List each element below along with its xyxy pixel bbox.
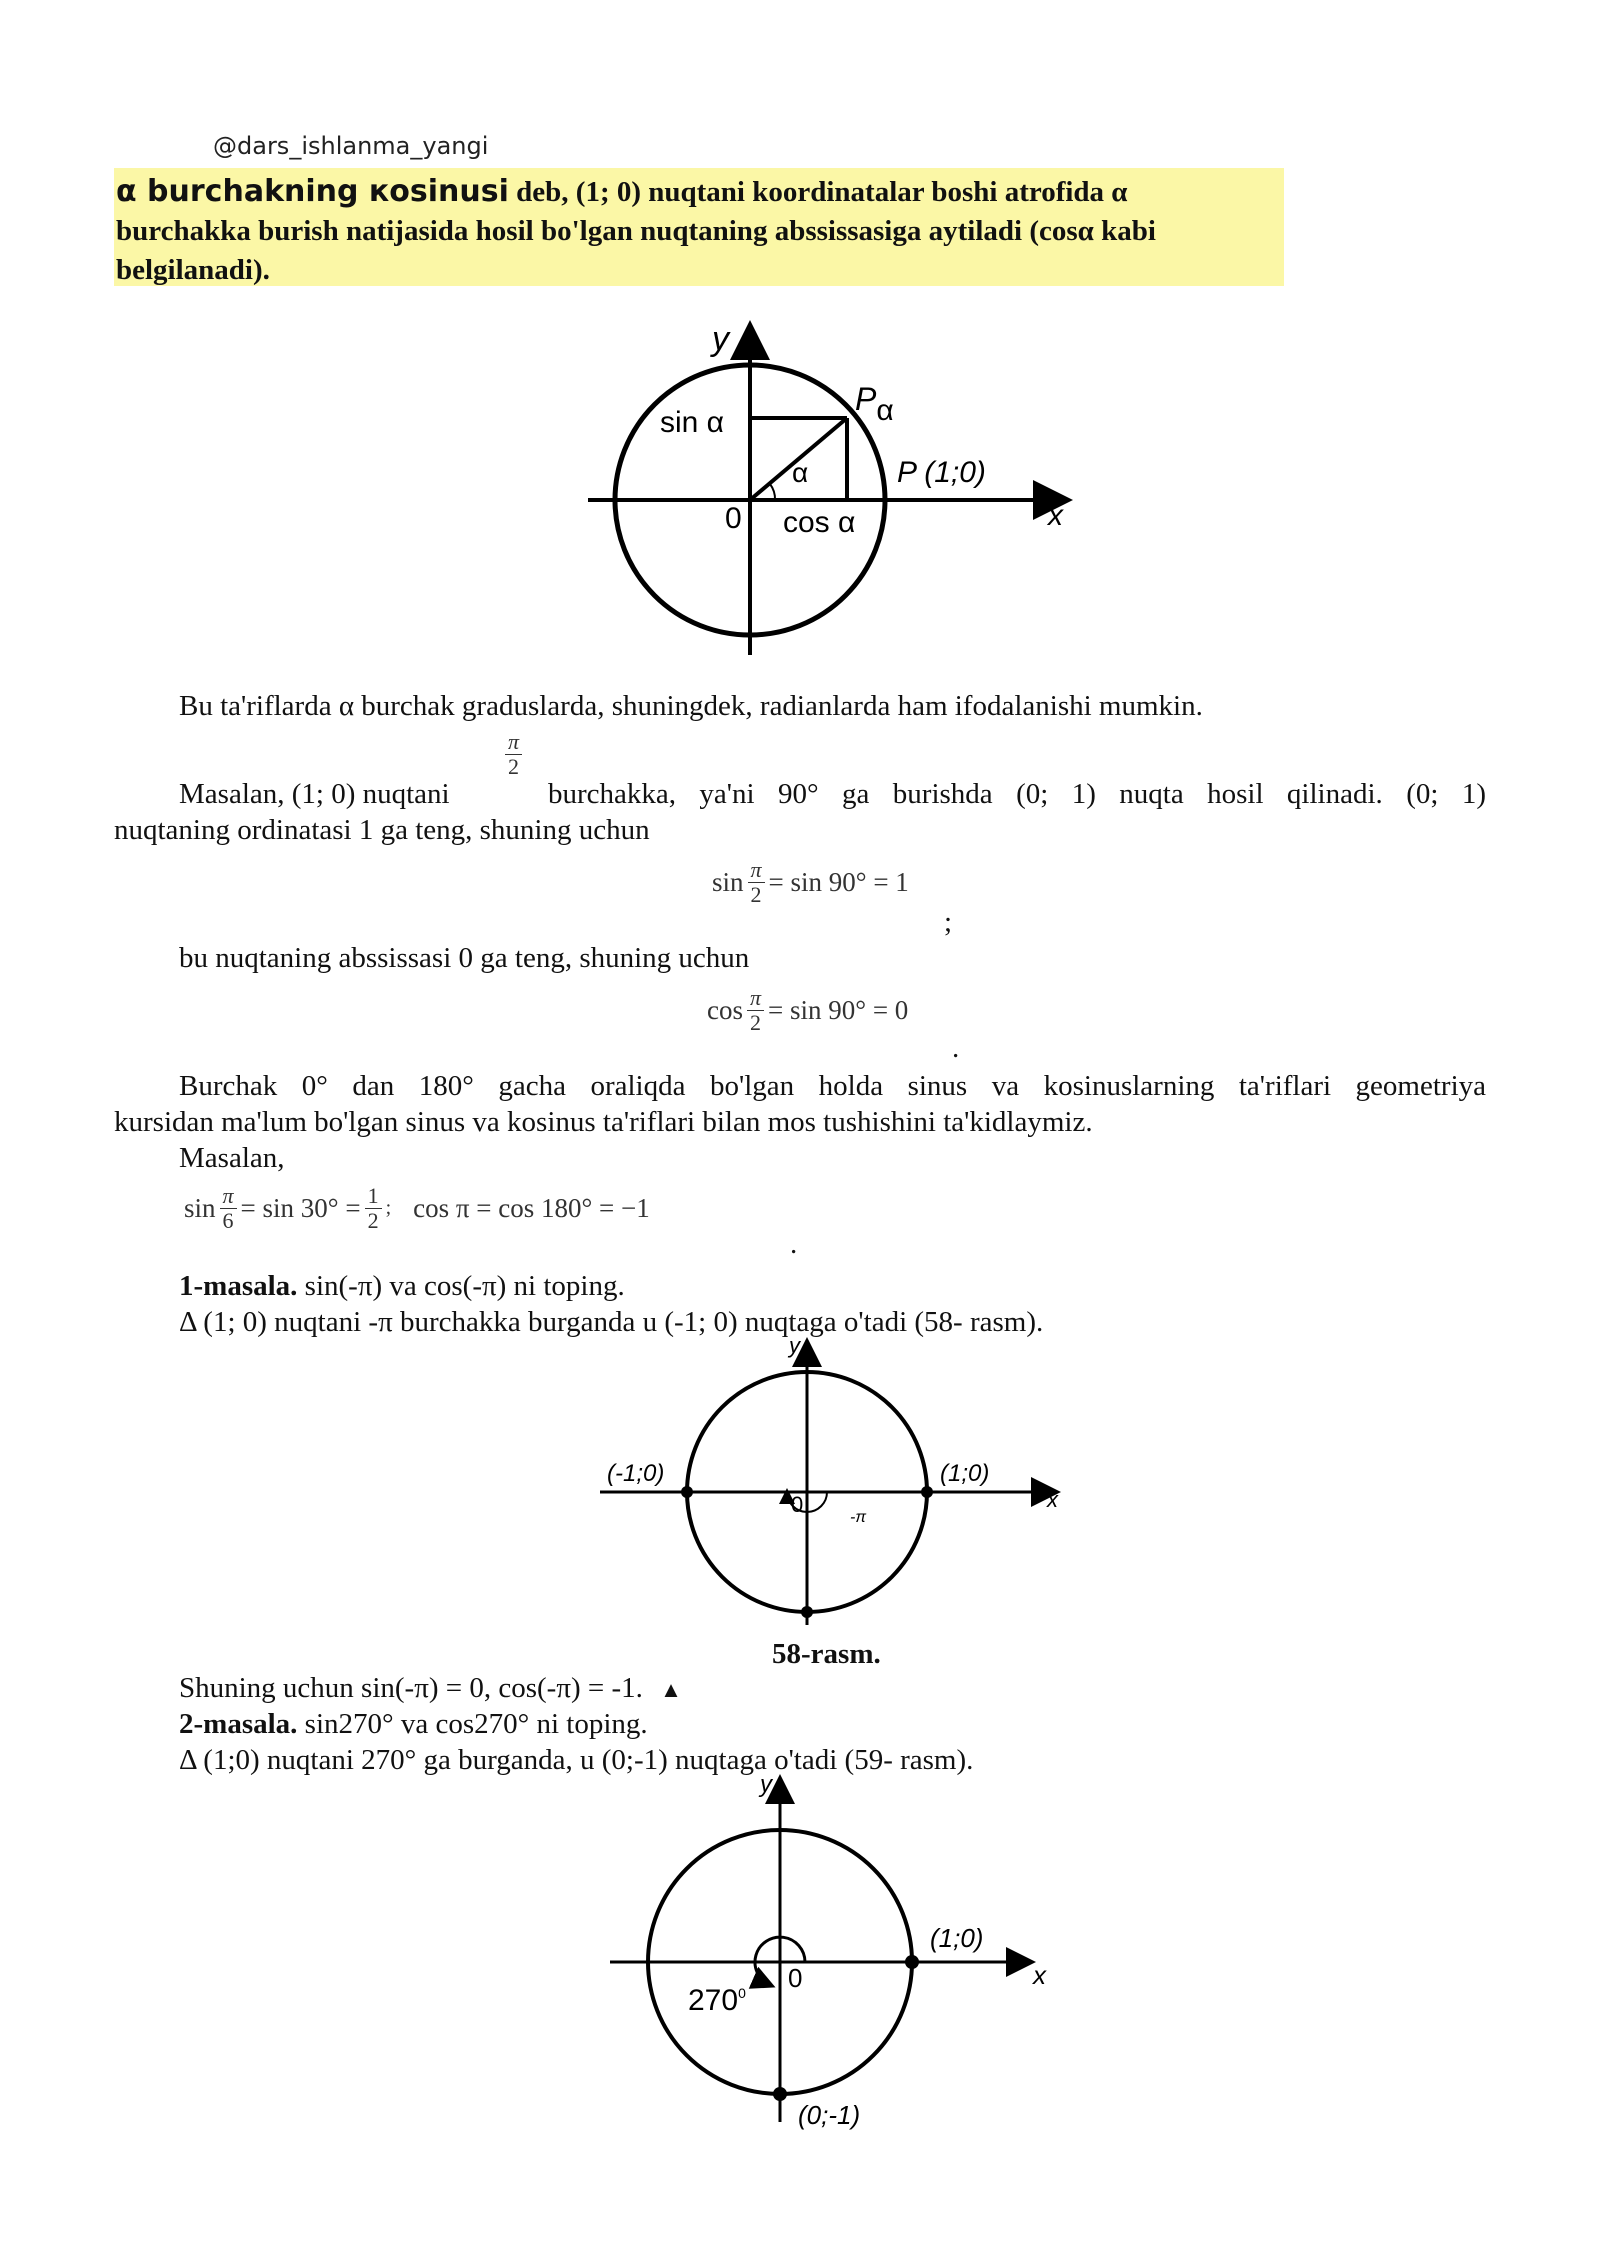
- task-1-title: 1-masala.: [179, 1270, 298, 1302]
- paragraph-2-lead: Masalan, (1; 0) nuqtani: [179, 778, 450, 810]
- formula-ex-sep: ;: [385, 1197, 392, 1219]
- paragraph-1: Bu ta'riflarda α burchak graduslarda, shuningdek, radianlarda ham ifodalanishi mumkin.: [179, 690, 1203, 722]
- task-1-text: sin(-π) va cos(-π) ni toping.: [297, 1270, 625, 1302]
- unit-circle-figure: [570, 310, 1090, 660]
- definition: [116, 172, 1286, 290]
- formula-sin-num: π: [748, 858, 765, 883]
- point-right-59: [905, 1955, 919, 1969]
- right-point-label-59: (1;0): [930, 1923, 984, 1953]
- definition-line2: burchakka burish natijasida hosil bo'lgan nuqtaning abssissasiga aytiladi (cosα kabi: [116, 215, 1156, 247]
- p-label: P (1;0): [897, 456, 986, 489]
- formula-ex-mid1: = sin 30° =: [240, 1193, 361, 1223]
- formula-cos: [707, 986, 908, 1035]
- watermark: @dars_ishlanma_yangi: [213, 132, 489, 160]
- task-2-solution: Δ (1;0) nuqtani 270° ga burganda, u (0;-1) nuqtaga o'tadi (59- rasm).: [179, 1744, 974, 1776]
- formula-examples: [184, 1184, 650, 1233]
- definition-term: α burchakning кosinusi: [116, 174, 509, 209]
- task-2-title: 2-masala.: [179, 1708, 298, 1740]
- formula-cos-rhs: = sin 90° = 0: [768, 995, 909, 1025]
- formula-ex-num2: 1: [365, 1184, 382, 1209]
- task-1-answer-text: Shuning uchun sin(-π) = 0, cos(-π) = -1.: [179, 1672, 643, 1704]
- angle-label-59: $270^0$: [688, 1984, 746, 2017]
- y-axis-label: y: [712, 320, 729, 358]
- paragraph-2-frac: [505, 730, 522, 779]
- p-alpha-label: Pα: [855, 381, 894, 427]
- formula-ex-num1: π: [220, 1184, 237, 1209]
- origin-label: 0: [725, 502, 742, 535]
- task-1-answer: [179, 1670, 682, 1708]
- figure-58-caption: 58-rasm.: [772, 1638, 881, 1670]
- task-2: [179, 1706, 648, 1743]
- cos-label: cos α: [783, 506, 856, 539]
- paragraph-2-line2: nuqtaning ordinatasi 1 ga teng, shuning uchun: [114, 814, 650, 846]
- y-axis-label-59: y: [760, 1772, 772, 1798]
- x-axis-label: x: [1048, 499, 1063, 532]
- formula-sin-rhs: = sin 90° = 1: [768, 867, 909, 897]
- formula-sin-den: 2: [750, 882, 762, 907]
- y-axis-label-58: y: [789, 1335, 800, 1358]
- formula-ex-den2: 2: [367, 1208, 379, 1233]
- frac-numerator: π: [505, 730, 522, 755]
- formula-ex-fn1: sin: [184, 1193, 216, 1223]
- formula-cos-num: π: [747, 986, 764, 1011]
- point-right: [921, 1486, 933, 1498]
- figure-59: [600, 1772, 1080, 2132]
- paragraph-4-line3: Masalan,: [179, 1142, 285, 1174]
- paragraph-2-rest: burchakka, ya'ni 90° ga burishda (0; 1) nuqta hosil qilinadi. (0; 1): [548, 778, 1486, 810]
- task-1-solution: Δ (1; 0) nuqtani -π burchakka burganda u (-1; 0) nuqtaga o'tadi (58- rasm).: [179, 1306, 1044, 1338]
- end-mark-icon: ▲: [660, 1677, 682, 1702]
- formula-cos-tail: .: [952, 1032, 960, 1064]
- formula-cos-fn: cos: [707, 995, 743, 1025]
- formula-sin-tail: ;: [944, 906, 953, 938]
- task-1: [179, 1268, 625, 1305]
- formula-sin-fn: sin: [712, 867, 744, 897]
- formula-cos-den: 2: [750, 1010, 762, 1035]
- formula-ex-expr2: cos π = cos 180° = −1: [413, 1193, 650, 1223]
- right-point-label: (1;0): [940, 1460, 990, 1487]
- paragraph-4-line2: kursidan ma'lum bo'lgan sinus va kosinus ta'riflari bilan mos tushishini ta'kidlaymiz.: [114, 1106, 1093, 1138]
- formula-ex-tail: .: [790, 1228, 798, 1260]
- figure-58: [595, 1335, 1075, 1625]
- point-bottom: [801, 1606, 813, 1618]
- left-point-label: (-1;0): [607, 1460, 665, 1487]
- alpha-arc: [770, 484, 775, 500]
- bottom-point-label-59: (0;-1): [798, 2100, 861, 2130]
- task-2-text: sin270° va cos270° ni toping.: [297, 1708, 648, 1740]
- x-axis-label-59: x: [1033, 1960, 1046, 1990]
- origin-label-59: 0: [788, 1963, 803, 1993]
- origin-label-58: 0: [791, 1492, 804, 1517]
- definition-line1: deb, (1; 0) nuqtani koordinatalar boshi atrofida α: [508, 176, 1128, 208]
- formula-sin: [712, 858, 909, 907]
- definition-line3: belgilanadi).: [116, 254, 270, 286]
- point-bottom-59: [773, 2087, 787, 2101]
- paragraph-3: bu nuqtaning abssissasi 0 ga teng, shuning uchun: [179, 942, 750, 974]
- angle-label-58: -π: [850, 1509, 867, 1526]
- x-axis-label-58: x: [1047, 1487, 1058, 1512]
- sin-label: sin α: [660, 406, 725, 439]
- formula-ex-den1: 6: [222, 1208, 234, 1233]
- frac-denominator: 2: [508, 754, 520, 779]
- paragraph-4-line1: Burchak 0° dan 180° gacha oraliqda bo'lgan holda sinus va kosinuslarning ta'riflari geometriya: [179, 1070, 1486, 1102]
- alpha-label: α: [792, 457, 809, 488]
- point-left: [681, 1486, 693, 1498]
